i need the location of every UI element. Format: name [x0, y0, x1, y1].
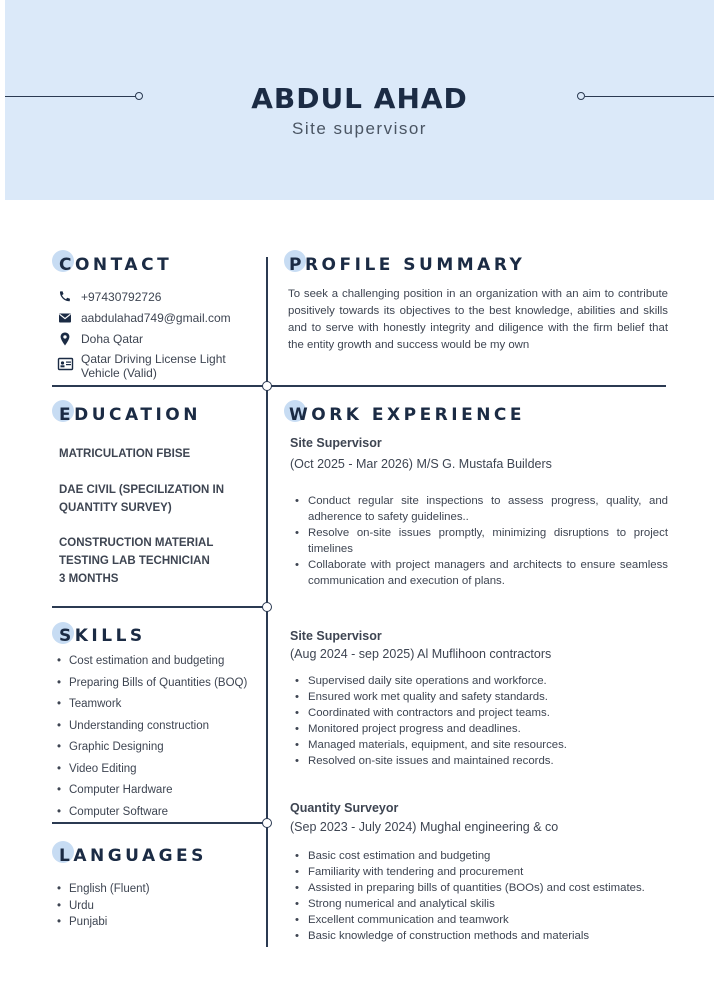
job-bullet: • Coordinated with contractors and project teams.: [293, 705, 668, 721]
resume-header: [5, 0, 714, 200]
job-1-period: (Oct 2025 - Mar 2026) M/S G. Mustafa Builders: [290, 457, 552, 471]
candidate-name: ABDUL AHAD: [251, 82, 468, 115]
candidate-role: Site supervisor: [292, 119, 427, 138]
job-3-title: Quantity Surveyor: [290, 801, 399, 815]
divider-2: [52, 606, 267, 608]
profile-title: PROFILE SUMMARY: [289, 255, 526, 275]
job-bullet: • Resolve on-site issues promptly, minimizing disruptions to project timelines: [293, 525, 668, 557]
job-bullet: • Excellent communication and teamwork: [293, 912, 668, 928]
education-title: EDUCATION: [59, 405, 201, 425]
divider-node-1: [262, 381, 272, 391]
contact-title: CONTACT: [59, 255, 173, 275]
education-item-1: MATRICULATION FBISE: [59, 448, 191, 460]
skills-list: [55, 652, 247, 824]
divider-1: [52, 385, 666, 387]
job-1-bullets: [293, 493, 668, 589]
language-item: • English (Fluent): [55, 881, 150, 898]
skill-item: • Computer Hardware: [55, 781, 247, 803]
contact-phone: +97430792726: [81, 290, 162, 304]
job-2-period: (Aug 2024 - sep 2025) Al Muflihoon contractors: [290, 647, 552, 661]
skill-item: • Cost estimation and budgeting: [55, 652, 247, 674]
skill-item: • Teamwork: [55, 695, 247, 717]
education-item-4: 3 MONTHS: [59, 573, 119, 585]
education-item-3: CONSTRUCTION MATERIAL TESTING LAB TECHNICIAN: [59, 537, 214, 567]
language-item: • Punjabi: [55, 914, 150, 931]
job-bullet: • Assisted in preparing bills of quantities (BOOs) and cost estimates.: [293, 880, 668, 896]
divider-node-3: [262, 818, 272, 828]
work-title: WORK EXPERIENCE: [289, 405, 526, 425]
education-item-2: DAE CIVIL (SPECILIZATION IN QUANTITY SURVEY): [59, 484, 225, 514]
job-bullet: • Monitored project progress and deadlines.: [293, 721, 668, 737]
mail-icon: [57, 311, 73, 325]
phone-icon: [57, 290, 73, 304]
location-pin-icon: [57, 332, 73, 346]
job-2-title: Site Supervisor: [290, 629, 382, 643]
contact-license: Qatar Driving License Light Vehicle (Valid): [81, 352, 226, 380]
job-3-bullets: [293, 848, 668, 944]
job-bullet: • Supervised daily site operations and workforce.: [293, 673, 668, 689]
contact-location: Doha Qatar: [81, 332, 144, 346]
job-3-period: (Sep 2023 - July 2024) Mughal engineering & co: [290, 820, 559, 834]
job-bullet: • Familiarity with tendering and procurement: [293, 864, 668, 880]
id-card-icon: [56, 357, 75, 371]
skill-item: • Computer Software: [55, 803, 247, 825]
skills-title: SKILLS: [59, 626, 146, 646]
languages-list: [55, 881, 150, 931]
job-1-title: Site Supervisor: [290, 436, 382, 450]
skill-item: • Understanding construction: [55, 717, 247, 739]
job-bullet: • Collaborate with project managers and architects to ensure seamless communication and execution of plans.: [293, 557, 668, 589]
language-item: • Urdu: [55, 898, 150, 915]
skill-item: • Video Editing: [55, 760, 247, 782]
job-bullet: • Conduct regular site inspections to assess progress, quality, and adherence to safety guidelines..: [293, 493, 668, 525]
skill-item: • Preparing Bills of Quantities (BOQ): [55, 674, 247, 696]
skill-item: • Graphic Designing: [55, 738, 247, 760]
languages-title: LANGUAGES: [59, 846, 207, 866]
contact-email: aabdulahad749@gmail.com: [81, 311, 231, 325]
job-bullet: • Strong numerical and analytical skilis: [293, 896, 668, 912]
resume-page: [5, 0, 714, 1000]
divider-node-2: [262, 602, 272, 612]
job-bullet: • Ensured work met quality and safety standards.: [293, 689, 668, 705]
job-bullet: • Basic knowledge of construction methods and materials: [293, 928, 668, 944]
job-bullet: • Resolved on-site issues and maintained records.: [293, 753, 668, 769]
profile-summary-text: To seek a challenging position in an organization with an aim to contribute positively towards its objectives to the best knowledge, abilities and skills and to serve with honestly integrity and diligence with the firm belief that the entity growth and success would be my own: [288, 288, 668, 351]
job-2-bullets: [293, 673, 668, 769]
job-bullet: • Basic cost estimation and budgeting: [293, 848, 668, 864]
job-bullet: • Managed materials, equipment, and site resources.: [293, 737, 668, 753]
